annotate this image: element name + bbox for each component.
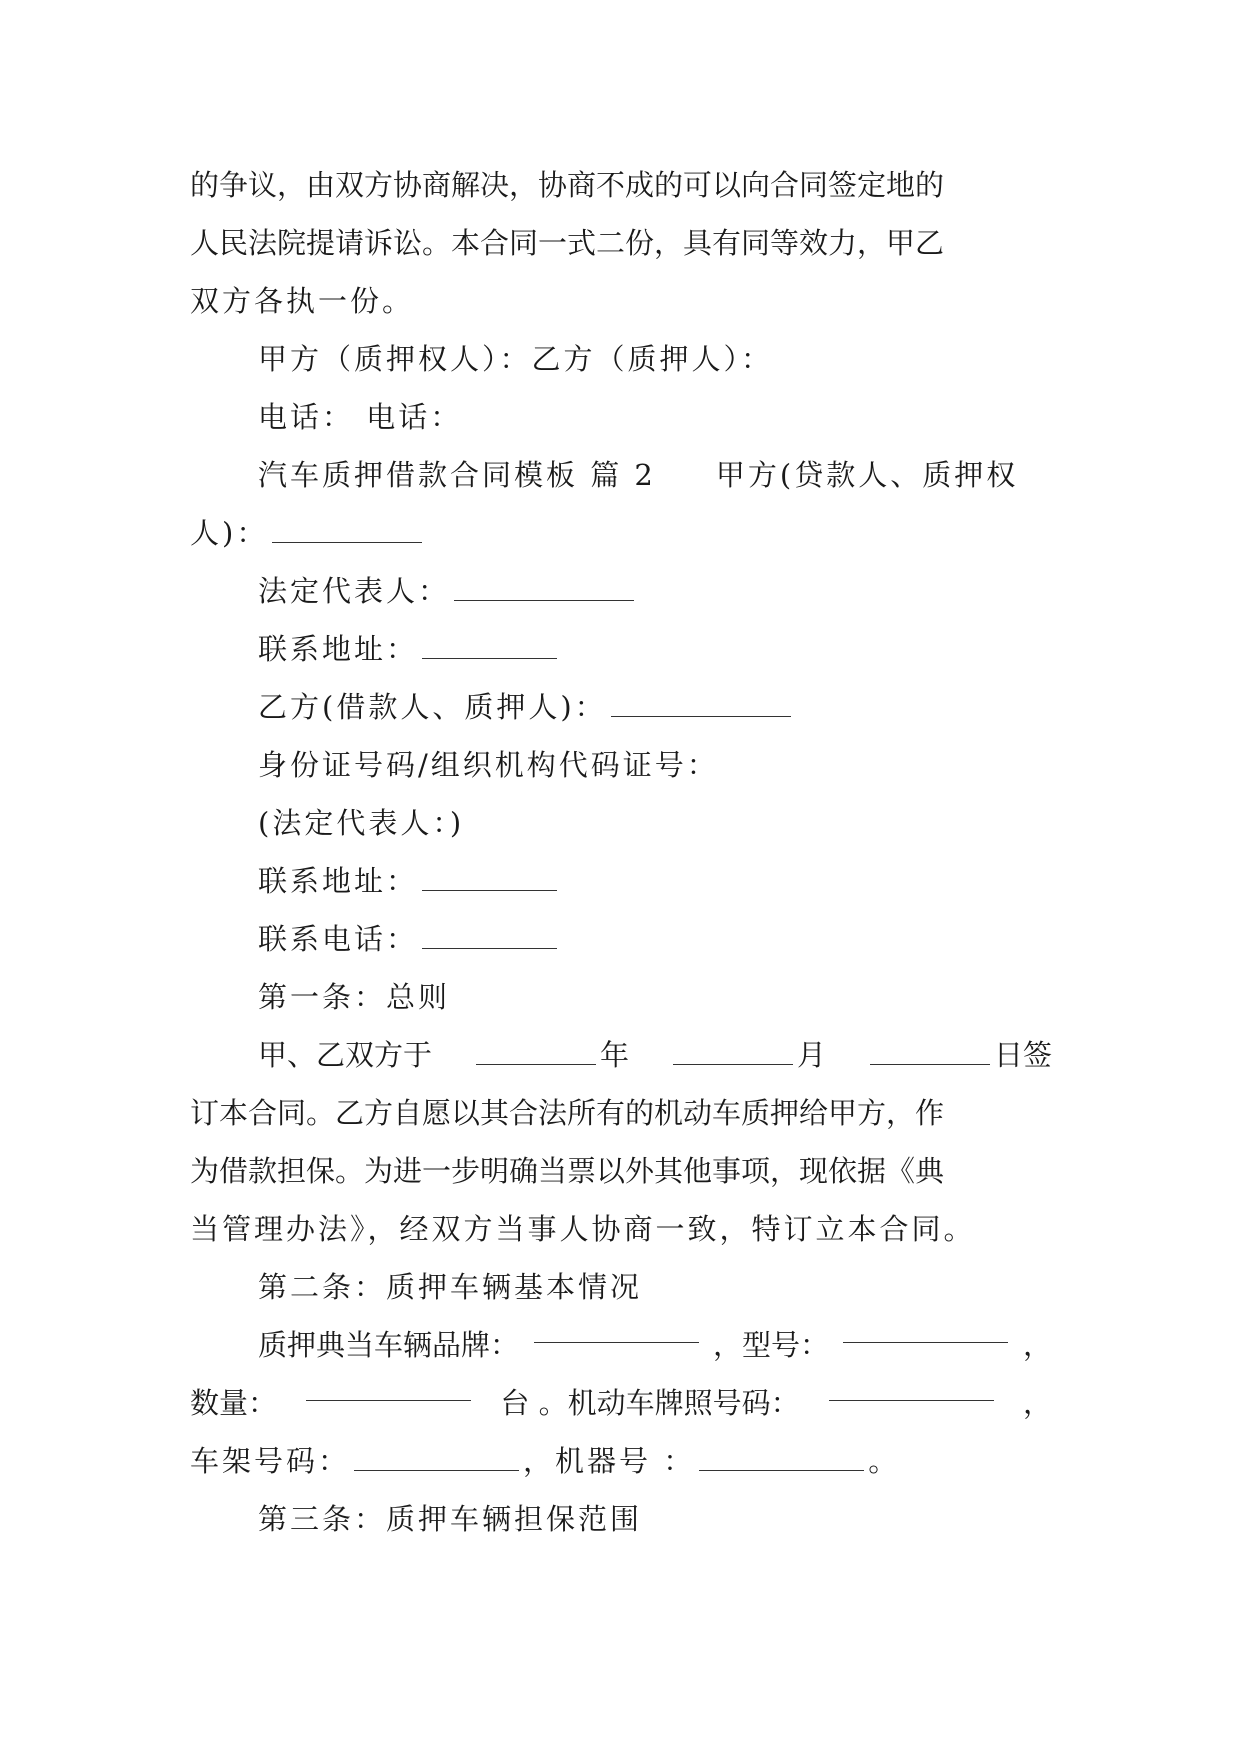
- text-line: [190, 562, 1052, 620]
- vehicle-quantity-line: [190, 1374, 1052, 1432]
- text-segment: 身份证号码/组织机构代码证号：: [258, 748, 719, 782]
- text-segment: ，: [1022, 1328, 1052, 1362]
- text-line: [190, 678, 1052, 736]
- text-segment: 月: [796, 1038, 826, 1072]
- text-line: [190, 272, 1052, 330]
- text-segment: 法定代表人：: [258, 574, 451, 608]
- text-line: [190, 852, 1052, 910]
- text-line: [190, 1084, 1052, 1142]
- text-segment: 乙方(借款人、质押人)：: [258, 690, 607, 724]
- text-segment: 年: [599, 1038, 629, 1072]
- text-segment: ，机器号 ：: [523, 1444, 696, 1478]
- blank-field: [272, 516, 422, 543]
- blank-field: [843, 1316, 1008, 1343]
- text-line: [190, 1142, 1052, 1200]
- text-segment: ，型号：: [712, 1328, 829, 1362]
- text-segment: 双方各执一份。: [190, 284, 415, 318]
- text-segment: 联系地址：: [258, 632, 419, 666]
- text-segment: 车架号码：: [190, 1444, 351, 1478]
- text-segment: 第三条：质押车辆担保范围: [258, 1502, 643, 1536]
- text-segment: (法定代表人：): [258, 806, 465, 840]
- text-line: [190, 504, 1052, 562]
- text-line: [190, 794, 1052, 852]
- text-segment: 。: [868, 1444, 901, 1478]
- text-segment: 台 。机动车牌照号码：: [500, 1386, 800, 1420]
- contract-document: [190, 156, 1052, 1548]
- text-line: [190, 736, 1052, 794]
- text-line: [190, 1200, 1052, 1258]
- article-heading: [190, 1258, 1052, 1316]
- blank-field: [422, 922, 557, 949]
- text-segment: 联系电话：: [258, 922, 419, 956]
- text-segment: 甲、乙双方于: [258, 1038, 433, 1072]
- blank-field: [870, 1038, 990, 1065]
- text-line: [190, 910, 1052, 968]
- vehicle-brand-line: [190, 1316, 1052, 1374]
- blank-field: [611, 690, 791, 717]
- text-segment: 当管理办法》，经双方当事人协商一致，特订立本合同。: [190, 1212, 976, 1246]
- text-segment: 人民法院提请诉讼。本合同一式二份，具有同等效力，甲乙: [190, 226, 945, 260]
- text-segment: 第二条：质押车辆基本情况: [258, 1270, 643, 1304]
- text-segment: 为借款担保。为进一步明确当票以外其他事项，现依据《典: [190, 1154, 945, 1188]
- blank-field: [534, 1316, 699, 1343]
- text-segment: 第一条：总则: [258, 980, 451, 1014]
- text-segment: 质押典当车辆品牌：: [258, 1328, 520, 1362]
- phone-label-line: [190, 388, 1052, 446]
- blank-field: [422, 864, 557, 891]
- text-line: [190, 620, 1052, 678]
- party-label-line: [190, 330, 1052, 388]
- text-segment: 的争议，由双方协商解决，协商不成的可以向合同签定地的: [190, 168, 945, 202]
- blank-field: [476, 1038, 596, 1065]
- text-segment: 人)：: [190, 516, 269, 550]
- text-line: [190, 156, 1052, 214]
- text-segment: ，: [1022, 1386, 1052, 1420]
- text-segment: 数量：: [190, 1386, 278, 1420]
- blank-field: [454, 574, 634, 601]
- date-line: [190, 1026, 1052, 1084]
- blank-field: [829, 1374, 994, 1401]
- text-segment: 日签: [993, 1038, 1052, 1072]
- text-segment: 电话： 电话：: [258, 400, 463, 434]
- blank-field: [699, 1444, 864, 1471]
- blank-field: [354, 1444, 519, 1471]
- text-segment: 甲方(贷款人、质押权: [715, 458, 1019, 492]
- text-segment: 联系地址：: [258, 864, 419, 898]
- section-heading: 汽车质押借款合同模板 篇 2: [258, 458, 656, 492]
- text-line: [190, 214, 1052, 272]
- vehicle-frame-line: [190, 1432, 1052, 1490]
- article-heading: [190, 1490, 1052, 1548]
- text-segment: 订本合同。乙方自愿以其合法所有的机动车质押给甲方，作: [190, 1096, 945, 1130]
- blank-field: [306, 1374, 471, 1401]
- text-segment: 甲方（质押权人）：乙方（质押人）：: [258, 342, 774, 376]
- article-heading: [190, 968, 1052, 1026]
- blank-field: [673, 1038, 793, 1065]
- blank-field: [422, 632, 557, 659]
- section-heading-line: [190, 446, 1052, 504]
